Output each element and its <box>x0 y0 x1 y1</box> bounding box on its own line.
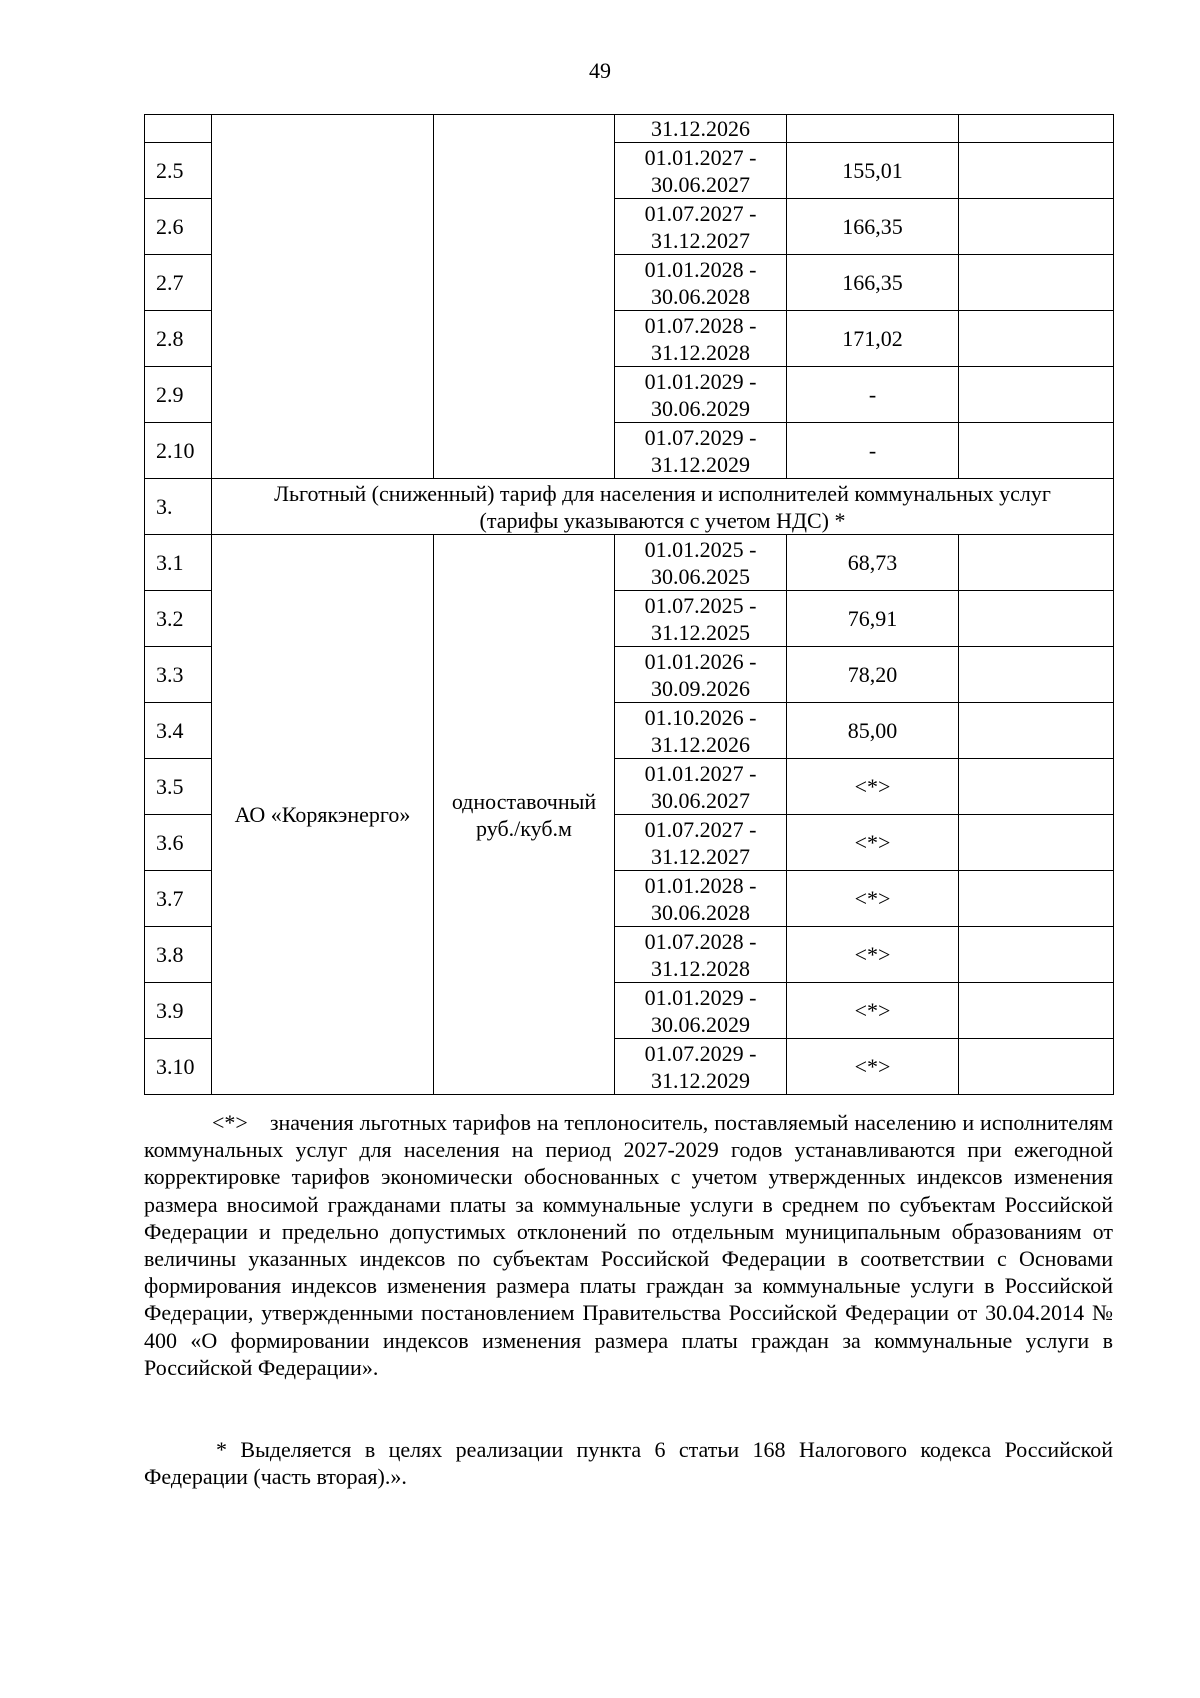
period-to: 30.06.2028 <box>651 283 750 309</box>
period-cell <box>615 759 787 815</box>
empty-cell <box>959 703 1114 759</box>
value-cell: <*> <box>787 983 959 1039</box>
row-number: 3.2 <box>145 591 212 647</box>
row-number: 3.4 <box>145 703 212 759</box>
tariff-type: одноставочный <box>451 788 597 814</box>
empty-cell <box>959 1039 1114 1095</box>
footnote-marker: <*> <box>212 1110 248 1135</box>
period-to: 30.06.2029 <box>651 1011 750 1037</box>
period-cell <box>615 647 787 703</box>
table-row <box>145 115 1114 143</box>
row-number: 3.8 <box>145 927 212 983</box>
period-to: 30.09.2026 <box>651 675 750 701</box>
period-to: 31.12.2029 <box>651 1067 750 1093</box>
period-cell <box>615 143 787 199</box>
empty-cell <box>959 423 1114 479</box>
row-number: 2.5 <box>145 143 212 199</box>
period-from: 01.01.2029 - <box>644 368 757 394</box>
value-cell: 76,91 <box>787 591 959 647</box>
period-to: 31.12.2027 <box>651 227 750 253</box>
period-cell <box>615 591 787 647</box>
empty-cell <box>959 367 1114 423</box>
period-to: 31.12.2026 <box>651 731 750 757</box>
value-cell: <*> <box>787 759 959 815</box>
period-cell <box>615 367 787 423</box>
empty-cell <box>959 255 1114 311</box>
row-number: 2.8 <box>145 311 212 367</box>
period-to: 31.12.2028 <box>651 955 750 981</box>
empty-cell <box>959 143 1114 199</box>
period-from: 01.07.2025 - <box>644 592 757 618</box>
row-number: 3.10 <box>145 1039 212 1095</box>
row-number: 2.6 <box>145 199 212 255</box>
empty-cell <box>959 871 1114 927</box>
period-from: 01.01.2025 - <box>644 536 757 562</box>
period-cell <box>615 1039 787 1095</box>
organization-cell: АО «Корякэнерго» <box>212 535 434 1095</box>
row-number: 2.10 <box>145 423 212 479</box>
value-cell <box>787 115 959 143</box>
footnote-text: значения льготных тарифов на теплоноситель, поставляемый населению и исполнителям коммунальных услуг для населения на период 2027-2029 годов устанавливаются при ежегодной корректировке тарифов экономически обоснованных с учетом утвержденных индексов изменения размера вносимой гражданами платы за коммунальные услуги в среднем по субъектам Российской Федерации и предельно допустимых отклонений по отдельным муниципальным образованиям от величины указанных индексов по субъектам Российской Федерации в соответствии с Основами формирования индексов изменения размера платы граждан за коммунальные услуги в Российской Федерации, утвержденными постановлением Правительства Российской Федерации от 30.04.2014 № 400 «О формировании индексов изменения размера платы граждан за коммунальные услуги в Российской Федерации». <box>144 1110 1113 1380</box>
empty-cell <box>959 311 1114 367</box>
period-to: 30.06.2028 <box>651 899 750 925</box>
value-cell: 68,73 <box>787 535 959 591</box>
period-cell <box>615 535 787 591</box>
period-to: 30.06.2029 <box>651 395 750 421</box>
period-to: 30.06.2027 <box>651 787 750 813</box>
section-header-row <box>145 479 1114 535</box>
period-from: 01.07.2029 - <box>644 1040 757 1066</box>
period-cell <box>615 423 787 479</box>
empty-cell <box>959 647 1114 703</box>
period-to: 30.06.2025 <box>651 563 750 589</box>
row-number: 3.7 <box>145 871 212 927</box>
empty-cell <box>959 759 1114 815</box>
value-cell: 155,01 <box>787 143 959 199</box>
empty-cell <box>959 115 1114 143</box>
table-row <box>145 535 1114 591</box>
empty-cell <box>959 815 1114 871</box>
period-cell <box>615 199 787 255</box>
row-number: 3.5 <box>145 759 212 815</box>
period-cell <box>615 983 787 1039</box>
value-cell: <*> <box>787 871 959 927</box>
tariff-unit: руб./куб.м <box>476 815 572 841</box>
empty-cell <box>959 199 1114 255</box>
period-from: 01.01.2027 - <box>644 760 757 786</box>
value-cell: <*> <box>787 815 959 871</box>
footnote-vat-text: * Выделяется в целях реализации пункта 6 статьи 168 Налогового кодекса Российской Федерации (часть вторая).». <box>144 1437 1113 1490</box>
value-cell: 171,02 <box>787 311 959 367</box>
period-from: 01.01.2028 - <box>644 872 757 898</box>
row-number: 3.1 <box>145 535 212 591</box>
period-from: 01.07.2027 - <box>644 816 757 842</box>
period-cell <box>615 927 787 983</box>
empty-cell <box>959 927 1114 983</box>
footnote-vat <box>144 1436 1113 1490</box>
value-cell: <*> <box>787 1039 959 1095</box>
row-number: 2.9 <box>145 367 212 423</box>
period-from: 01.01.2029 - <box>644 984 757 1010</box>
tariff-type-cell <box>434 115 615 479</box>
period-from: 01.07.2028 - <box>644 928 757 954</box>
period-cell: 31.12.2026 <box>615 115 787 143</box>
value-cell: - <box>787 367 959 423</box>
period-from: 01.07.2028 - <box>644 312 757 338</box>
value-cell: - <box>787 423 959 479</box>
period-from: 01.01.2027 - <box>644 144 757 170</box>
value-cell: 166,35 <box>787 255 959 311</box>
period-to: 30.06.2027 <box>651 171 750 197</box>
row-number: 2.7 <box>145 255 212 311</box>
value-cell: 78,20 <box>787 647 959 703</box>
period-to: 31.12.2025 <box>651 619 750 645</box>
organization-cell <box>212 115 434 479</box>
footnote-asterisk-brackets <box>144 1109 1113 1381</box>
value-cell: 166,35 <box>787 199 959 255</box>
value-cell: 85,00 <box>787 703 959 759</box>
row-number: 3.6 <box>145 815 212 871</box>
row-number: 3.3 <box>145 647 212 703</box>
period-to: 31.12.2028 <box>651 339 750 365</box>
empty-cell <box>959 983 1114 1039</box>
period-cell <box>615 815 787 871</box>
row-number: 3. <box>145 479 212 535</box>
section-title-line2: (тарифы указываются с учетом НДС) * <box>479 507 846 533</box>
tariff-table <box>144 114 1114 1095</box>
tariff-type-cell <box>434 535 615 1095</box>
value-cell: <*> <box>787 927 959 983</box>
empty-cell <box>959 535 1114 591</box>
period-to: 31.12.2027 <box>651 843 750 869</box>
period-from: 01.07.2027 - <box>644 200 757 226</box>
period-to: 31.12.2029 <box>651 451 750 477</box>
period-cell <box>615 871 787 927</box>
period-cell <box>615 255 787 311</box>
period-from: 01.01.2028 - <box>644 256 757 282</box>
period-from: 01.07.2029 - <box>644 424 757 450</box>
period-from: 01.01.2026 - <box>644 648 757 674</box>
row-number <box>145 115 212 143</box>
row-number: 3.9 <box>145 983 212 1039</box>
page-number: 49 <box>589 58 611 83</box>
period-cell <box>615 311 787 367</box>
empty-cell <box>959 591 1114 647</box>
period-cell <box>615 703 787 759</box>
section-title-line1: Льготный (сниженный) тариф для населения и исполнителей коммунальных услуг <box>274 480 1051 506</box>
period-from: 01.10.2026 - <box>644 704 757 730</box>
section-title <box>212 479 1114 535</box>
